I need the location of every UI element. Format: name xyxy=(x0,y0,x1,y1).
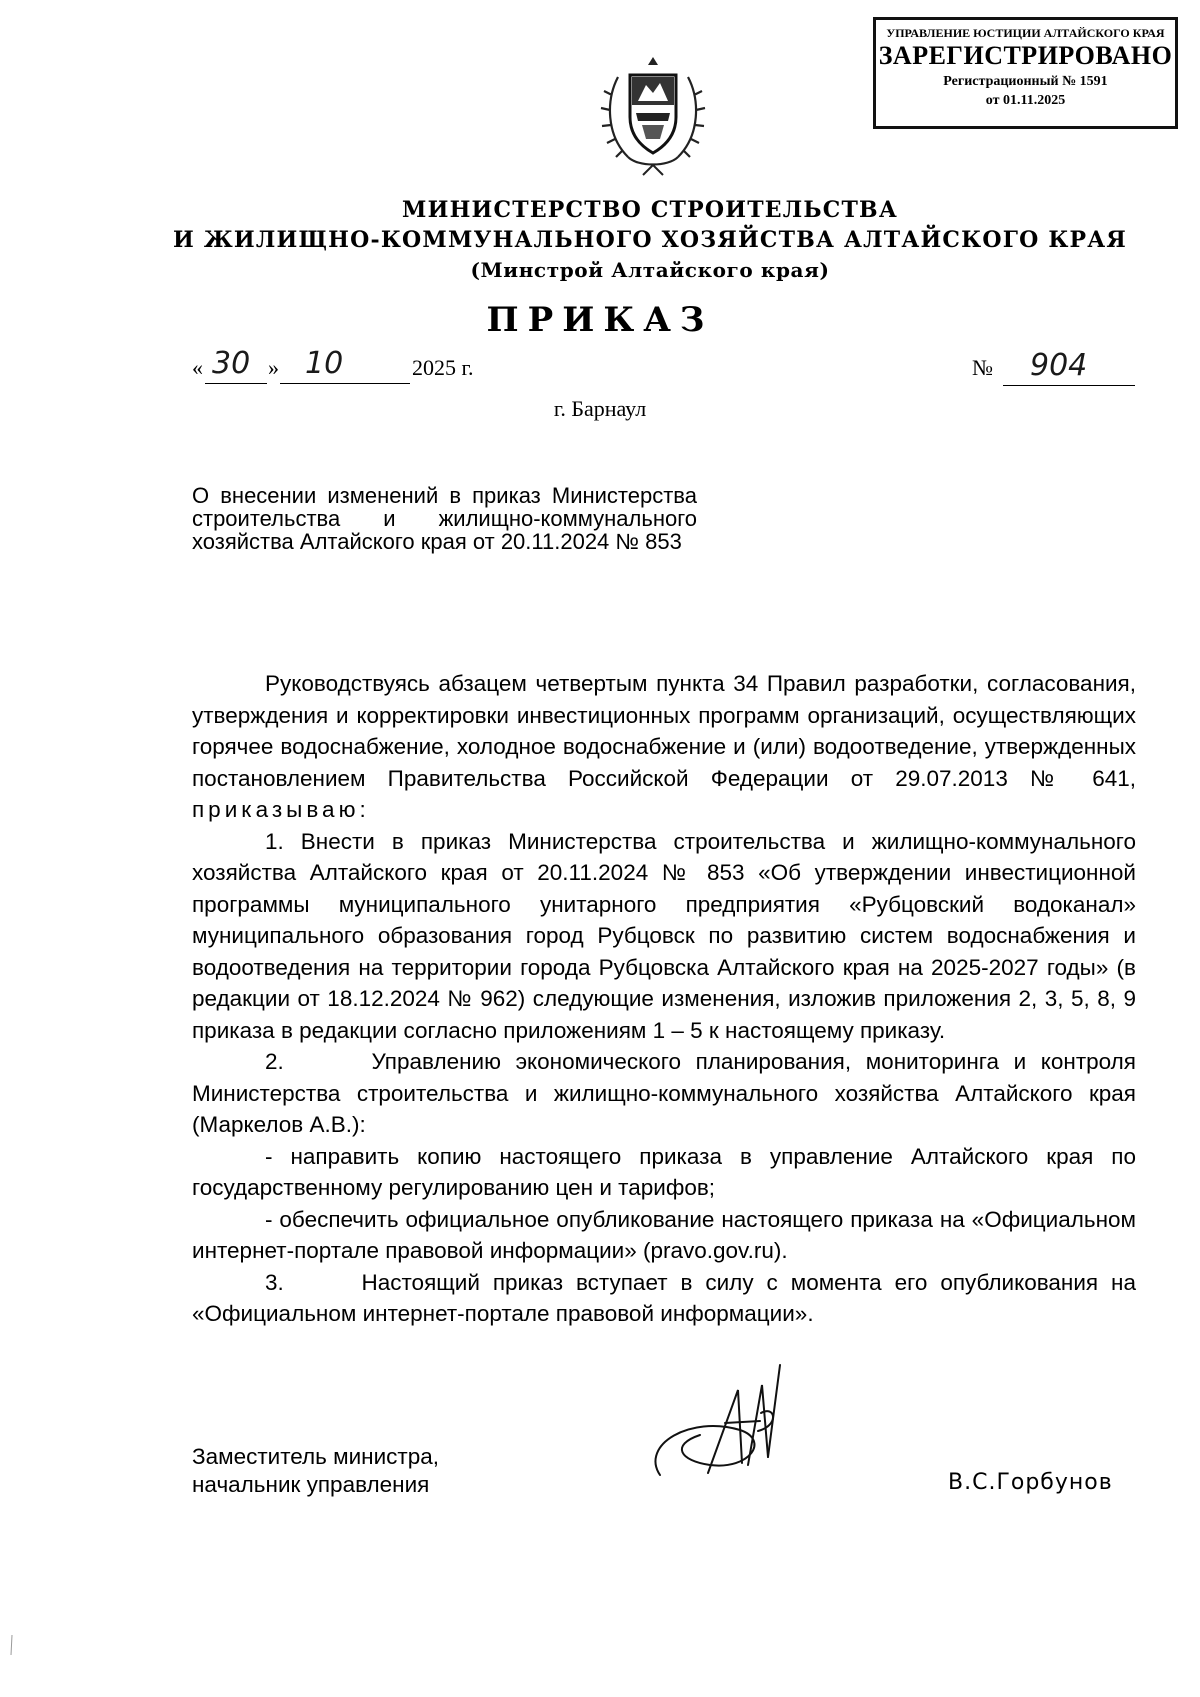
signatory-position-line1: Заместитель министра, xyxy=(192,1444,439,1469)
date-day-handwritten: 30 xyxy=(212,346,251,381)
ministry-name-line2: И ЖИЛИЩНО-КОММУНАЛЬНОГО ХОЗЯЙСТВА АЛТАЙСКОГО КРАЯ xyxy=(172,227,1128,253)
ministry-header xyxy=(150,195,1150,285)
stamp-organization: УПРАВЛЕНИЕ ЮСТИЦИИ АЛТАЙСКОГО КРАЯ xyxy=(886,26,1165,40)
ministry-short-name: (Минстрой Алтайского края) xyxy=(470,258,830,282)
document-title: ПРИКАЗ xyxy=(486,300,714,340)
ministry-name-line1: МИНИСТЕРСТВО СТРОИТЕЛЬСТВА xyxy=(402,197,898,223)
stamp-reg-number: Регистрационный № 1591 xyxy=(943,74,1108,89)
stamp-status: ЗАРЕГИСТРИРОВАНО xyxy=(878,41,1173,70)
date-month-handwritten: 10 xyxy=(305,346,344,381)
stamp-reg-date: от 01.11.2025 xyxy=(985,93,1066,108)
preamble-paragraph xyxy=(192,668,1136,826)
date-close-quote: » xyxy=(268,355,279,380)
item-2-a: - направить копию настоящего приказа в управление Алтайского края по государственному регулированию цен и тарифов; xyxy=(192,1143,1136,1200)
date-month-underline xyxy=(280,383,410,384)
signatory-name: В.С.Горбунов xyxy=(948,1470,1113,1495)
date-year: 2025 г. xyxy=(412,355,474,380)
date-day-underline xyxy=(205,383,267,384)
item-2: 2. Управлению экономического планирования, мониторинга и контроля Министерства строительства и жилищно-коммунального хозяйства Алтайского края (Маркелов А.В.): xyxy=(192,1049,1136,1137)
item-3: 3. Настоящий приказ вступает в силу с момента его опубликования на «Официальном интернет-портале правовой информации». xyxy=(192,1269,1136,1326)
number-underline xyxy=(1003,385,1135,386)
item-1: 1. Внести в приказ Министерства строительства и жилищно-коммунального хозяйства Алтайского края от 20.11.2024 № 853 «Об утверждении инвестиционной программы муниципального унитарного предприятия «Рубцовский водоканал» муниципального образования город Рубцовск по развитию систем водоснабжения и водоотведения на территории города Рубцовска Алтайского края на 2025-2027 годы» (в редакции от 18.12.2024 № 962) следующие изменения, изложив приложения 2, 3, 5, 8, 9 приказа в редакции согласно приложениям 1 – 5 к настоящему приказу. xyxy=(192,828,1136,1043)
city: г. Барнаул xyxy=(553,396,647,421)
number-sign: № xyxy=(972,355,993,380)
date-open-quote: « xyxy=(192,355,203,380)
order-word: приказываю: xyxy=(192,797,370,822)
preamble-text: Руководствуясь абзацем четвертым пункта 34 Правил разработки, согласования, утверждения и корректировки инвестиционных программ организаций, осуществляющих горячее водоснабжение, холодное водоснабжение и (или) водоотведение, утвержденных постановлением Правительства Российской Федерации от 29.07.2013 № 641, xyxy=(192,671,1136,791)
registration-stamp xyxy=(873,17,1178,129)
order-subject: О внесении изменений в приказ Министерства строительства и жилищно-коммунального хозяйства Алтайского края от 20.11.2024 № 853 xyxy=(192,483,697,554)
order-body xyxy=(192,668,1136,1330)
number-handwritten: 904 xyxy=(1030,348,1088,383)
scan-mark xyxy=(10,1635,14,1655)
signatory-position-line2: начальник управления xyxy=(192,1472,430,1497)
item-2-b: - обеспечить официальное опубликование настоящего приказа на «Официальном интернет-портале правовой информации» (pravo.gov.ru). xyxy=(192,1206,1136,1263)
handwritten-signature xyxy=(630,1345,810,1505)
signatory-position xyxy=(192,1443,439,1499)
coat-of-arms-icon xyxy=(598,55,708,180)
